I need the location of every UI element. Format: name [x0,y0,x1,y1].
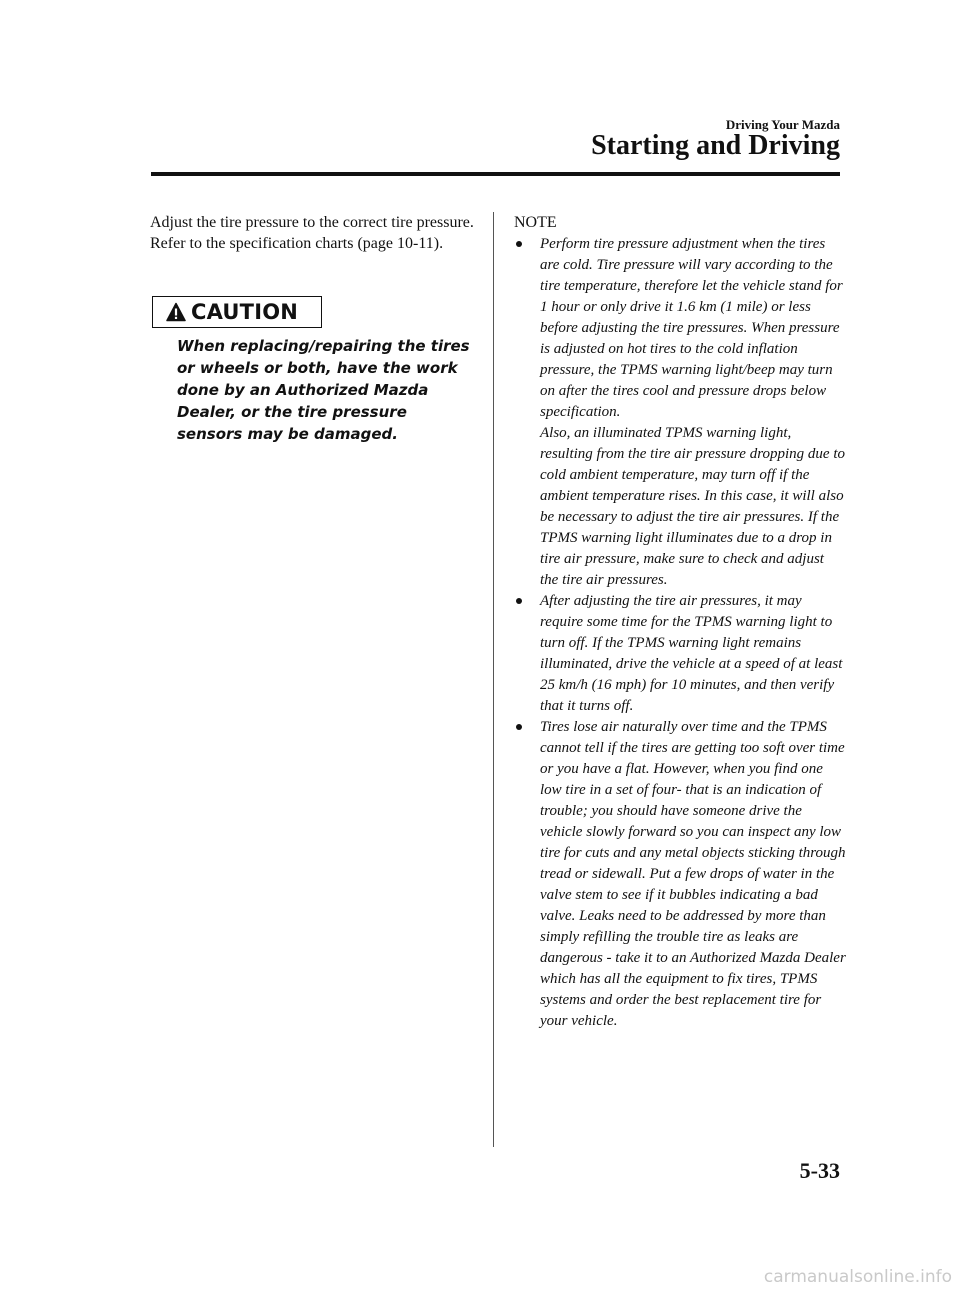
note-item-cold-tires [516,234,846,591]
note-paragraph: After adjusting the tire air pressures, it may require some time for the TPMS warning light to turn off. If the TPMS warning light remains illuminated, drive the vehicle at a speed of at least 25 km/h (16 mph) for 10 minutes, and then verify that it turns off. [540,593,843,714]
watermark: carmanualsonline.info [763,1267,952,1287]
left-column [150,212,480,254]
column-divider [493,212,494,1147]
bullet-icon [516,724,522,730]
header-divider [151,172,840,176]
note-list [516,234,846,1032]
intro-paragraph: Adjust the tire pressure to the correct tire pressure. Refer to the specification charts (page 10-11). [150,214,474,252]
note-paragraph: Tires lose air naturally over time and the TPMS cannot tell if the tires are getting too soft over time or you have a flat. However, when you find one low tire in a set of four- that is an indication of trouble; you should have someone drive the vehicle slowly forward so you can inspect any low tire for cuts and any metal objects sticking through tread or sidewall. Put a few drops of water in the valve stem to see if it bubbles indicating a bad valve. Leaks need to be addressed by more than simply refilling the trouble tire as leaks are dangerous - take it to an Authorized Mazda Dealer which has all the equipment to fix tires, TPMS systems and order the best replacement tire for your vehicle. [540,719,846,1029]
caution-label: CAUTION [191,300,299,324]
note-item-air-loss [516,717,846,1032]
note-heading: NOTE [514,214,557,231]
warning-triangle-icon [166,302,186,322]
bullet-icon [516,598,522,604]
caution-banner [152,296,322,328]
caution-text: When replacing/repairing the tires or wheels or both, have the work done by an Authorized Mazda Dealer, or the tire pressure sensors may be damaged. [177,337,470,443]
page-number: 5-33 [799,1158,840,1183]
note-paragraph: Perform tire pressure adjustment when the tires are cold. Tire pressure will vary according to the tire temperature, therefore let the vehicle stand for 1 hour or only drive it 1.6 km (1 mile) or less before adjusting the tire pressures. When pressure is adjusted on hot tires to the cold inflation pressure, the TPMS warning light/beep may turn on after the tires cool and pressure drops below specification. [540,236,843,420]
section-title: Driving Your Mazda [725,117,840,132]
note-item-light-off [516,591,846,717]
note-paragraph: Also, an illuminated TPMS warning light, resulting from the tire air pressure dropping due to cold ambient temperature, may turn off if the ambient temperature rises. In this case, it will also be necessary to adjust the tire air pressures. If the TPMS warning light illuminates due to a drop in tire air pressure, make sure to check and adjust the tire air pressures. [540,425,845,588]
chapter-title: Starting and Driving [591,130,840,161]
bullet-icon [516,241,522,247]
